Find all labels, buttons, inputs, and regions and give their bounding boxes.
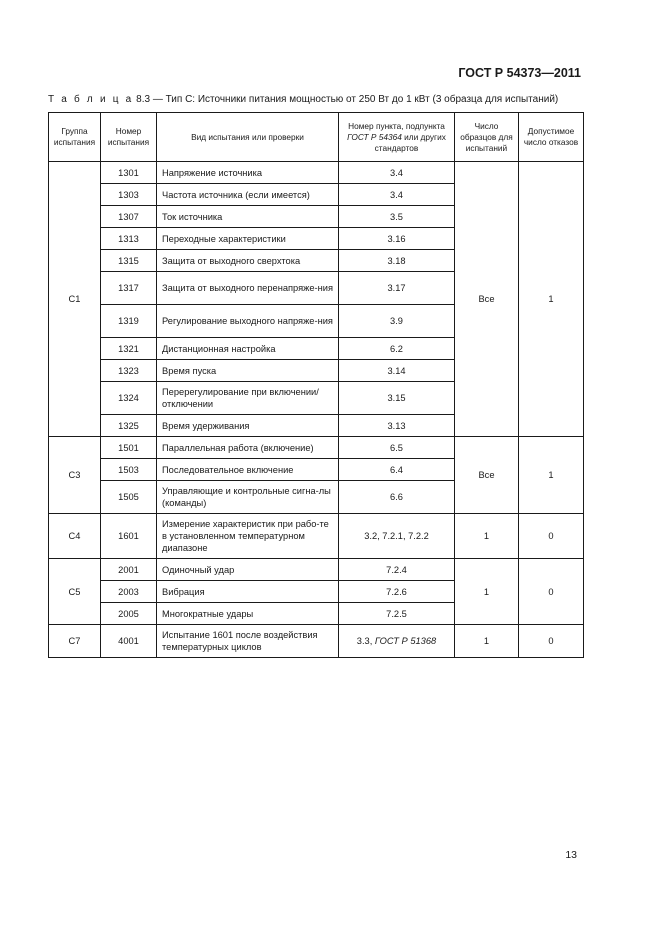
test-number-cell: 1303 xyxy=(101,184,157,206)
table-caption-label: Т а б л и ц а xyxy=(48,94,134,105)
test-description-cell: Защита от выходного перенапряже-ния xyxy=(157,272,339,305)
test-number-cell: 1505 xyxy=(101,481,157,514)
test-number-cell: 1317 xyxy=(101,272,157,305)
test-description-cell: Последовательное включение xyxy=(157,459,339,481)
clause-cell: 7.2.5 xyxy=(339,603,455,625)
test-number-cell: 1503 xyxy=(101,459,157,481)
header-clause-prefix: Номер пункта, подпункта xyxy=(348,120,445,131)
test-description-cell: Ток источника xyxy=(157,206,339,228)
header-clause xyxy=(339,113,455,162)
clause-cell: 3.13 xyxy=(339,415,455,437)
test-number-cell: 1319 xyxy=(101,305,157,338)
header-clause-suffix: или других стандартов xyxy=(374,131,446,153)
test-number-cell: 2001 xyxy=(101,559,157,581)
test-description-cell: Измерение характеристик при рабо-те в установленном температурном диапазоне xyxy=(157,514,339,559)
clause-cell: 6.4 xyxy=(339,459,455,481)
test-description-cell: Частота источника (если имеется) xyxy=(157,184,339,206)
header-test-type: Вид испытания или проверки xyxy=(157,113,339,162)
test-number-cell: 1601 xyxy=(101,514,157,559)
clause-standard: ГОСТ Р 51368 xyxy=(374,636,437,646)
test-number-cell: 1301 xyxy=(101,162,157,184)
test-number-cell: 1325 xyxy=(101,415,157,437)
test-description-cell: Перерегулирование при включении/отключении xyxy=(157,382,339,415)
test-number-cell: 1501 xyxy=(101,437,157,459)
test-description-cell: Защита от выходного сверхтока xyxy=(157,250,339,272)
clause-cell: 6.5 xyxy=(339,437,455,459)
clause-prefix: 3.3, xyxy=(356,636,375,646)
group-cell: С5 xyxy=(49,559,101,625)
header-group: Группа испытания xyxy=(49,113,101,162)
header-clause-standard: ГОСТ Р 54364 xyxy=(347,131,402,142)
test-description-cell: Испытание 1601 после воздействия температурных циклов xyxy=(157,625,339,658)
test-number-cell: 1307 xyxy=(101,206,157,228)
group-cell: С4 xyxy=(49,514,101,559)
group-cell: С1 xyxy=(49,162,101,437)
header-number: Номер испытания xyxy=(101,113,157,162)
clause-cell: 6.2 xyxy=(339,338,455,360)
test-number-cell: 4001 xyxy=(101,625,157,658)
clause-cell: 7.2.6 xyxy=(339,581,455,603)
table-header-row xyxy=(49,113,584,162)
clause-cell xyxy=(339,625,455,658)
samples-cell: Все xyxy=(455,162,519,437)
test-description-cell: Многократные удары xyxy=(157,603,339,625)
clause-cell: 3.9 xyxy=(339,305,455,338)
test-description-cell: Время пуска xyxy=(157,360,339,382)
test-description-cell: Переходные характеристики xyxy=(157,228,339,250)
clause-cell: 3.4 xyxy=(339,184,455,206)
table-row xyxy=(49,559,584,581)
test-description-cell: Вибрация xyxy=(157,581,339,603)
test-description-cell: Дистанционная настройка xyxy=(157,338,339,360)
test-description-cell: Время удерживания xyxy=(157,415,339,437)
test-number-cell: 1315 xyxy=(101,250,157,272)
test-number-cell: 1323 xyxy=(101,360,157,382)
test-number-cell: 1321 xyxy=(101,338,157,360)
document-code: ГОСТ Р 54373—2011 xyxy=(458,66,581,80)
clause-cell: 3.18 xyxy=(339,250,455,272)
table-row xyxy=(49,437,584,459)
failures-cell: 0 xyxy=(519,625,584,658)
samples-cell: 1 xyxy=(455,625,519,658)
failures-cell: 1 xyxy=(519,437,584,514)
group-cell: С7 xyxy=(49,625,101,658)
test-number-cell: 1313 xyxy=(101,228,157,250)
test-description-cell: Напряжение источника xyxy=(157,162,339,184)
group-cell: С3 xyxy=(49,437,101,514)
samples-cell: 1 xyxy=(455,514,519,559)
clause-cell: 3.5 xyxy=(339,206,455,228)
test-number-cell: 2003 xyxy=(101,581,157,603)
clause-cell: 3.17 xyxy=(339,272,455,305)
samples-cell: Все xyxy=(455,437,519,514)
page-number: 13 xyxy=(565,849,577,861)
test-description-cell: Параллельная работа (включение) xyxy=(157,437,339,459)
clause-cell: 3.14 xyxy=(339,360,455,382)
table-row xyxy=(49,625,584,658)
failures-cell: 0 xyxy=(519,559,584,625)
header-failures: Допустимое число отказов xyxy=(519,113,584,162)
samples-cell: 1 xyxy=(455,559,519,625)
test-description-cell: Управляющие и контрольные сигна-лы (команды) xyxy=(157,481,339,514)
clause-cell: 3.16 xyxy=(339,228,455,250)
table-row xyxy=(49,514,584,559)
clause-cell: 7.2.4 xyxy=(339,559,455,581)
test-description-cell: Регулирование выходного напряже-ния xyxy=(157,305,339,338)
failures-cell: 0 xyxy=(519,514,584,559)
clause-cell: 3.15 xyxy=(339,382,455,415)
table-caption xyxy=(48,94,558,105)
clause-cell: 3.4 xyxy=(339,162,455,184)
test-table xyxy=(48,112,584,658)
table-row xyxy=(49,162,584,184)
failures-cell: 1 xyxy=(519,162,584,437)
table-caption-text: 8.3 — Тип С: Источники питания мощностью от 250 Вт до 1 кВт (3 образца для испытаний) xyxy=(133,94,559,105)
test-description-cell: Одиночный удар xyxy=(157,559,339,581)
test-number-cell: 1324 xyxy=(101,382,157,415)
header-samples: Число образцов для испытаний xyxy=(455,113,519,162)
clause-cell: 3.2, 7.2.1, 7.2.2 xyxy=(339,514,455,559)
test-number-cell: 2005 xyxy=(101,603,157,625)
clause-cell: 6.6 xyxy=(339,481,455,514)
